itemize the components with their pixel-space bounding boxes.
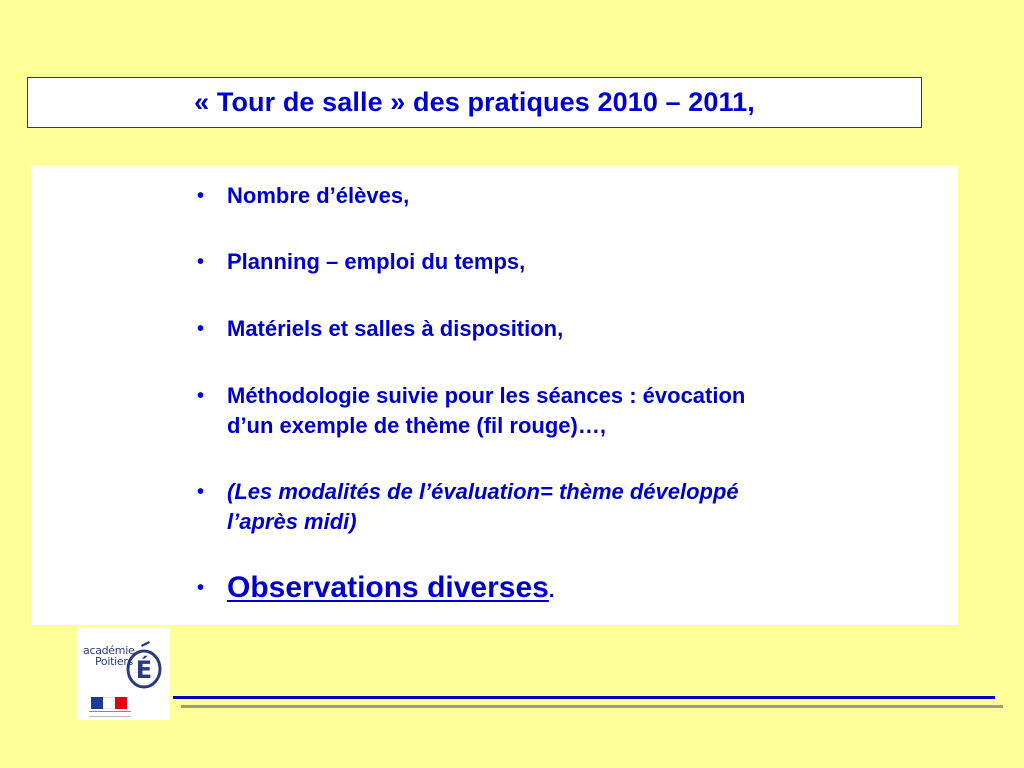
list-item <box>197 314 917 344</box>
bullet-icon: • <box>197 185 205 207</box>
logo-subtitle-lines <box>89 711 131 717</box>
bullet-icon: • <box>197 251 205 273</box>
academie-e-icon <box>125 639 165 691</box>
slide-title: « Tour de salle » des pratiques 2010 – 2011, <box>194 87 755 117</box>
logo-letter: É <box>135 656 153 684</box>
bullet-text-line1: Méthodologie suivie pour les séances : évocation <box>227 383 746 408</box>
bullet-icon: • <box>197 481 205 503</box>
list-item <box>197 573 917 606</box>
evaluation-line2-text: l’après midi) <box>227 509 357 534</box>
bullet-icon: • <box>197 385 205 407</box>
french-flag-icon <box>91 697 127 709</box>
logo-text-line1: académie <box>83 644 135 657</box>
list-item <box>197 247 917 277</box>
logo-text-line2: Poitiers <box>94 655 133 668</box>
list-item <box>197 381 917 441</box>
bullet-list <box>197 181 917 606</box>
title-box <box>27 77 922 128</box>
bullet-text: Matériels et salles à disposition, <box>227 316 564 341</box>
bullet-icon: • <box>197 318 205 340</box>
divider-gray <box>181 705 1003 708</box>
bullet-text-line2: d’un exemple de thème (fil rouge)…, <box>227 413 606 438</box>
bullet-text: Planning – emploi du temps, <box>227 249 526 274</box>
bullet-icon: • <box>197 577 205 599</box>
evaluation-rest-text: = thème développé <box>539 479 739 504</box>
divider-blue <box>173 696 995 699</box>
observations-period: . <box>548 580 555 602</box>
observations-link[interactable]: Observations diverses <box>227 571 549 604</box>
list-item <box>197 181 917 211</box>
list-item <box>197 477 917 537</box>
academie-logo <box>77 627 170 720</box>
bullet-text: Nombre d’élèves, <box>227 183 410 208</box>
evaluation-italic-text: (Les modalités de l’évaluation <box>227 479 540 504</box>
